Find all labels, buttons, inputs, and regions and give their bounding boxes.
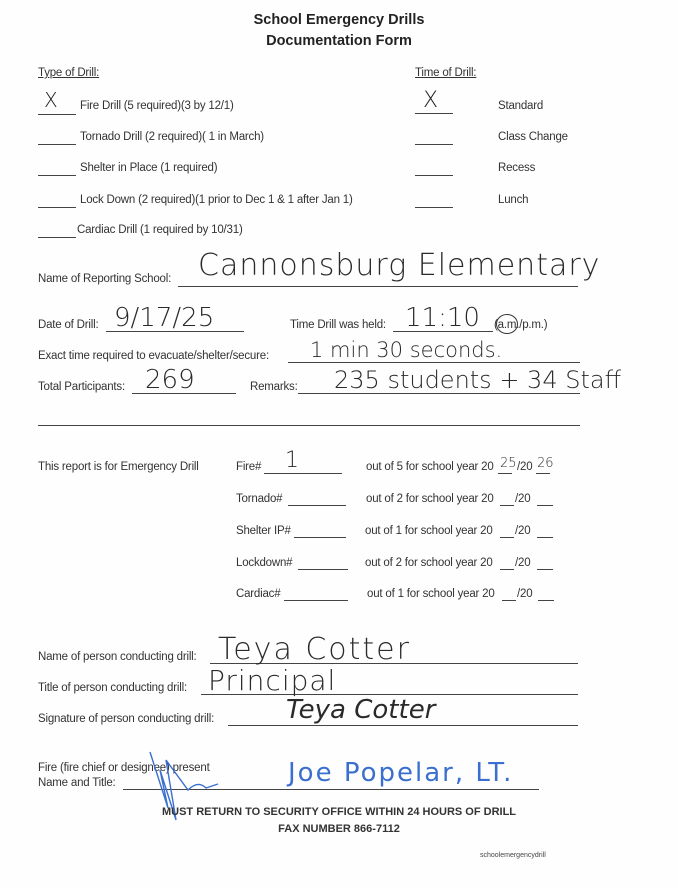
report-row-text: out of 5 for school year 20 (366, 461, 494, 473)
checkbox-line[interactable] (38, 207, 76, 208)
drill-time-value[interactable]: 11:10 (405, 303, 480, 333)
remarks-label: Remarks: (250, 381, 298, 393)
report-count-line[interactable] (294, 537, 346, 538)
conductor-title-label: Title of person conducting drill: (38, 682, 187, 694)
drill-type-label: Tornado Drill (2 required)( 1 in March) (80, 131, 264, 143)
remarks-continuation-line[interactable] (38, 425, 580, 426)
type-of-drill-heading: Type of Drill: (38, 67, 100, 79)
time-label: Standard (498, 100, 544, 112)
year-separator: /20 (515, 493, 531, 505)
evacuation-time-line (288, 362, 580, 363)
report-count-line[interactable] (288, 505, 346, 506)
year2-line[interactable] (537, 569, 553, 570)
year1-line[interactable] (500, 569, 514, 570)
year1-line (498, 473, 512, 474)
year2-line[interactable] (537, 537, 553, 538)
checkbox-line[interactable] (38, 237, 76, 238)
conductor-signature-value[interactable]: Teya Cotter (286, 695, 436, 725)
report-row-label: Cardiac# (236, 588, 281, 600)
conductor-name-value[interactable]: Teya Cotter (218, 632, 411, 667)
year1-line[interactable] (500, 505, 514, 506)
footer-instruction: MUST RETURN TO SECURITY OFFICE WITHIN 24 HOURS OF DRILL (161, 806, 517, 818)
participants-label: Total Participants: (38, 381, 125, 393)
checkbox-line[interactable] (38, 144, 76, 145)
drill-type-label: Lock Down (2 required)(1 prior to Dec 1 & 1 after Jan 1) (80, 194, 353, 206)
report-row-text: out of 2 for school year 20 (366, 493, 494, 505)
report-count-line[interactable] (298, 569, 348, 570)
year1-value[interactable]: 25 (500, 456, 517, 471)
drill-type-label: Shelter in Place (1 required) (80, 162, 218, 174)
remarks-value[interactable]: 235 students + 34 Staff (334, 366, 622, 394)
check-mark-icon: X (44, 88, 58, 112)
time-label: Class Change (498, 131, 568, 143)
year2-value[interactable]: 26 (537, 456, 554, 471)
fire-official-label-line2: Name and Title: (38, 777, 116, 789)
fire-official-label-line1: Fire (fire chief or designee) present (38, 762, 210, 774)
checkbox-line[interactable] (415, 207, 453, 208)
checkbox-line[interactable] (38, 114, 76, 115)
school-name-line (178, 286, 578, 287)
drill-type-label: Fire Drill (5 required)(3 by 12/1) (80, 100, 234, 112)
year2-line[interactable] (537, 505, 553, 506)
time-label: Recess (498, 162, 536, 174)
checkbox-line[interactable] (38, 175, 76, 176)
participants-value[interactable]: 269 (145, 365, 195, 395)
report-row-label: Shelter IP# (236, 525, 291, 537)
form-title-line1: School Emergency Drills (253, 12, 425, 28)
year-separator: /20 (517, 461, 533, 473)
report-row-text: out of 1 for school year 20 (367, 588, 495, 600)
fire-official-value[interactable]: Joe Popelar, LT. (288, 758, 514, 788)
conductor-title-value[interactable]: Principal (208, 664, 337, 697)
drill-date-value[interactable]: 9/17/25 (114, 303, 215, 333)
ampm-label[interactable]: (a.m./p.m.) (494, 319, 548, 331)
time-of-drill-heading: Time of Drill: (415, 67, 477, 79)
report-row-text: out of 2 for school year 20 (365, 557, 493, 569)
report-row-text: out of 1 for school year 20 (365, 525, 493, 537)
year2-line[interactable] (538, 600, 554, 601)
drill-time-label: Time Drill was held: (290, 319, 386, 331)
drill-date-label: Date of Drill: (38, 319, 99, 331)
year-separator: /20 (515, 525, 531, 537)
report-row-label: Tornado# (236, 493, 283, 505)
form-title-line2: Documentation Form (266, 33, 412, 49)
conductor-signature-label: Signature of person conducting drill: (38, 713, 215, 725)
report-count-line[interactable] (284, 600, 348, 601)
document-id: schoolemergencydrill (480, 852, 546, 859)
year1-line[interactable] (502, 600, 516, 601)
school-name-label: Name of Reporting School: (38, 273, 172, 285)
report-count-value[interactable]: 1 (285, 448, 299, 473)
checkbox-line[interactable] (415, 113, 453, 114)
year-separator: /20 (517, 588, 533, 600)
school-name-value[interactable]: Cannonsburg Elementary (198, 248, 601, 283)
report-row-label: Lockdown# (236, 557, 293, 569)
year2-line (536, 473, 550, 474)
year-separator: /20 (515, 557, 531, 569)
report-row-label: Fire# (236, 461, 262, 473)
conductor-name-label: Name of person conducting drill: (38, 651, 197, 663)
report-count-line (264, 473, 342, 474)
time-label: Lunch (498, 194, 529, 206)
fire-official-initials-scribble-icon (148, 750, 238, 830)
checkbox-line[interactable] (415, 175, 453, 176)
drill-type-label: Cardiac Drill (1 required by 10/31) (77, 224, 243, 236)
signature-line (228, 725, 578, 726)
evacuation-time-label: Exact time required to evacuate/shelter/secure: (38, 350, 269, 362)
evacuation-time-value[interactable]: 1 min 30 seconds. (310, 338, 503, 362)
check-mark-icon: X (423, 88, 439, 113)
am-selected-circle (496, 314, 518, 334)
footer-fax: FAX NUMBER 866-7112 (278, 823, 400, 835)
year1-line[interactable] (500, 537, 514, 538)
report-intro: This report is for Emergency Drill (38, 461, 199, 473)
checkbox-line[interactable] (415, 144, 453, 145)
